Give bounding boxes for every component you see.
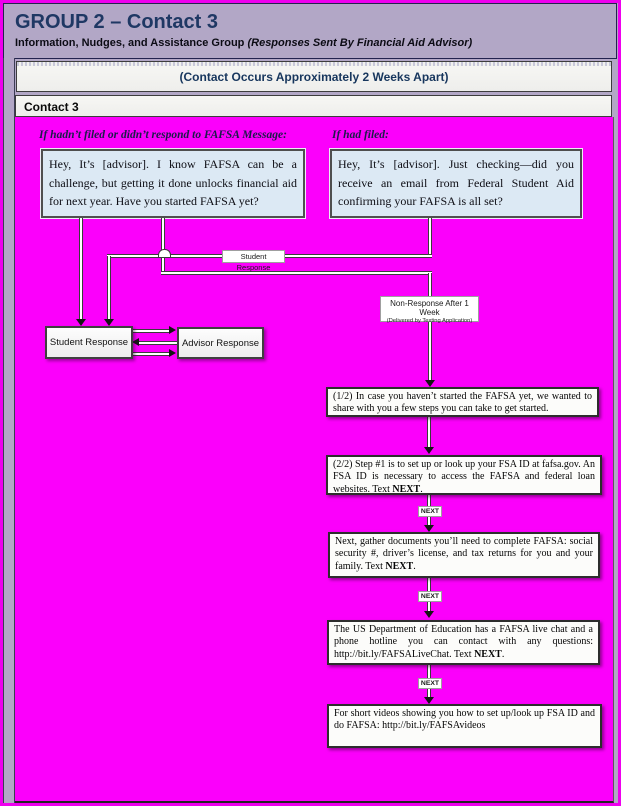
flowchart-panel: [15, 117, 614, 803]
nudge-message-2: [326, 455, 602, 495]
contact-bar: [15, 95, 612, 117]
arrowhead-left-icon: [132, 338, 139, 346]
connector-student-to-advisor-2: [132, 352, 170, 356]
message-box-not-filed: Hey, It’s [advisor]. I know FAFSA can be a challenge, but getting it done unlocks financial aid for next year. Have you started FAFSA yet?: [41, 149, 305, 218]
next-connector-label: NEXT: [418, 591, 442, 602]
subtitle-italic: (Responses Sent By Financial Aid Advisor): [247, 37, 473, 49]
next-connector-label: NEXT: [418, 678, 442, 689]
non-response-line1: Non-Response After 1 Week: [390, 299, 469, 317]
nudge-message-2-bold: NEXT: [392, 483, 421, 495]
connector-left-to-student: [79, 218, 83, 319]
arrowhead-right-icon: [169, 349, 176, 357]
nudge-message-5-text: For short videos showing you how to set up/look up FSA ID and do FAFSA: http://bit.ly/FAFSAvideos: [334, 708, 595, 732]
connector-seq-1: [427, 415, 431, 448]
message-box-had-filed: Hey, It’s [advisor]. Just checking—did you receive an email from Federal Student Aid confirming your FAFSA is all set?: [330, 149, 582, 218]
non-response-label: [380, 296, 479, 322]
connector-advisor-to-student: [139, 341, 177, 345]
header: [3, 3, 617, 59]
nudge-message-3-bold: NEXT: [385, 560, 414, 572]
nudge-message-3-text: Next, gather documents you’ll need to complete FAFSA: social security #, driver’s license, and tax returns for you and your family. Text: [335, 536, 593, 572]
nudge-message-2-text: (2/2) Step #1 is to set up or look up your FSA ID at fafsa.gov. An FSA ID is necessary to access the FAFSA and federal loan websites. Text: [333, 459, 595, 495]
arrowhead-down-icon: [424, 611, 434, 618]
connector-student-response-v: [107, 256, 111, 319]
student-response-box-label: Student Response: [49, 337, 129, 348]
advisor-response-box-label: Advisor Response: [181, 337, 260, 349]
connector-nonresponse-down: [428, 273, 432, 381]
timing-bar: [16, 61, 612, 92]
connector-student-to-advisor-1: [132, 329, 170, 333]
nudge-message-4-text: The US Department of Education has a FAFSA live chat and a phone hotline you can contact with any questions: http://bit.ly/FAFSALiveChat. Text: [334, 624, 593, 660]
nudge-message-3-post: .: [413, 560, 416, 572]
nudge-message-5: [327, 704, 602, 748]
connector-right-box-down: [428, 218, 432, 258]
nudge-message-1: [326, 387, 599, 417]
arrowhead-down-icon: [424, 525, 434, 532]
left-margin-strip: [3, 58, 15, 803]
branch-heading-not-filed: If hadn’t filed or didn’t respond to FAFSA Message:: [39, 129, 287, 141]
non-response-line2: (Delivered by Texting Application): [386, 318, 473, 324]
arrowhead-down-icon: [76, 319, 86, 326]
subtitle-main: Information, Nudges, and Assistance Group: [15, 37, 248, 49]
page-title: GROUP 2 – Contact 3: [15, 11, 219, 33]
advisor-response-box: [177, 327, 264, 359]
student-response-connector-label: Student Response: [222, 250, 285, 263]
branch-heading-had-filed: If had filed:: [332, 129, 389, 141]
arrowhead-right-icon: [169, 326, 176, 334]
connector-left-to-nonresponse-h: [161, 271, 432, 275]
nudge-message-4: [327, 620, 600, 665]
arrowhead-down-icon: [424, 447, 434, 454]
nudge-message-1-text: (1/2) In case you haven’t started the FAFSA yet, we wanted to share with you a few steps you can take to get started.: [333, 391, 592, 415]
contact-bar-label: Contact 3: [24, 100, 79, 114]
line-jump-arc: [158, 249, 171, 257]
next-connector-label: NEXT: [418, 506, 442, 517]
timing-bar-label: (Contact Occurs Approximately 2 Weeks Apart): [179, 70, 449, 84]
connector-left-to-nonresponse-v: [161, 218, 165, 275]
arrowhead-down-icon: [104, 319, 114, 326]
arrowhead-down-icon: [424, 697, 434, 704]
nudge-message-3: [328, 532, 600, 578]
nudge-message-4-bold: NEXT: [474, 648, 502, 660]
arrowhead-down-icon: [425, 380, 435, 387]
nudge-message-4-post: .: [501, 648, 505, 660]
hatch-texture: [17, 62, 611, 66]
page-subtitle: [15, 37, 472, 49]
nudge-message-2-post: .: [420, 483, 423, 495]
student-response-box: [45, 326, 133, 359]
